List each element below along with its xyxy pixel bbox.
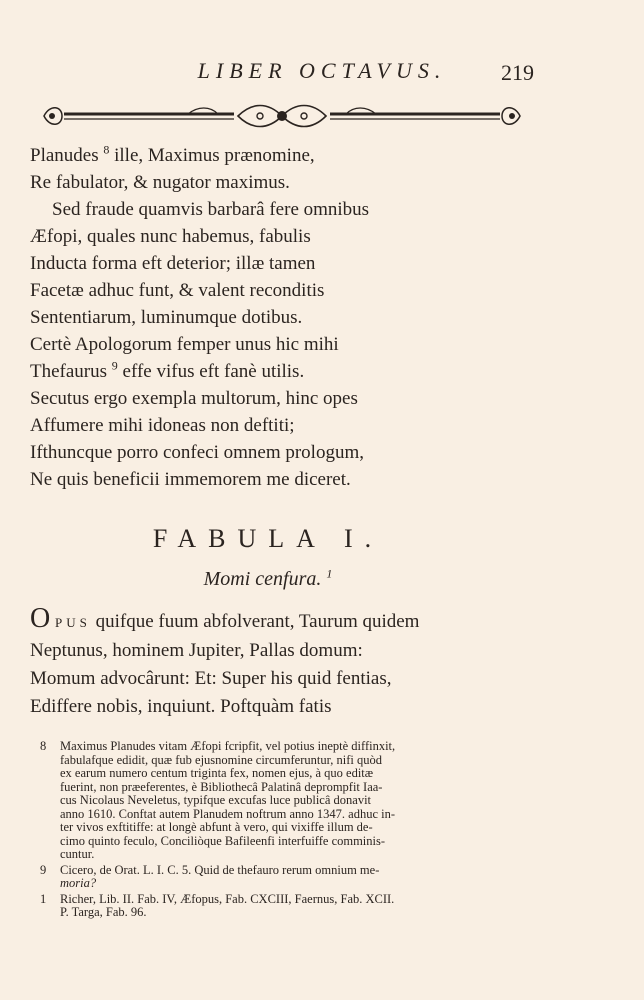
fable-text [30, 603, 550, 721]
prose-line: Neptunus, hominem Jupiter, Pallas domum: [30, 640, 363, 661]
verse-line: Affumere mihi idoneas non deftiti; [30, 415, 295, 436]
footnote-ref[interactable]: 1 [326, 566, 333, 581]
footnote-mark: 9 [40, 862, 47, 877]
verse-line: Æfopi, quales nunc habemus, fabulis [30, 226, 311, 247]
verse-line: Inducta forma eft deterior; illæ tamen [30, 253, 316, 274]
footnote-9: 9 Cicero, de Orat. L. I. C. 5. Quid de thefauro rerum omnium me- moria? [40, 862, 380, 890]
prose-line: O PUS quifque fuum abfolverant, Taurum quidem [30, 603, 420, 634]
footnote-8: 8 Maximus Planudes vitam Æfopi fcripfit, vel potius ineptè diffinxit, fabulafque edidit, quæ fub ejusnomine circumferuntur, nifi quòd ex earum numero centum triginta fex, nomen ejus, à quo editæ fuerint, non præeferentes, è Bibliothecâ Palatinâ deprompfit Iaa- cus Nicolaus Neveletus, typifque excufas luce publicâ donavit anno 1610. Conftat autem Planudem noftrum anno 1347. adhuc in- ter vivos exftitiffe: at longè abfunt à vero, qui vixiffe illum de- cimo quinto feculo, Conciliòque Bafileenfi interfuiffe comminis- cuntur. [40, 739, 396, 861]
footnote-mark: 8 [40, 739, 47, 753]
prose-line: Ediffere nobis, inquiunt. Poftquàm fatis [30, 696, 332, 717]
verse-line: Certè Apologorum femper unus hic mihi [30, 334, 339, 355]
drop-cap: O [30, 603, 51, 634]
fable-subtitle: Momi cenfura. $^1$ [203, 566, 333, 590]
verse-block [30, 142, 550, 493]
verse-line: Planudes $^8$ ille, Maximus prænomine, [30, 142, 315, 166]
page-number: 219 [501, 60, 534, 85]
footnote-ref[interactable]: 8 [103, 142, 110, 157]
verse-line: Ifthuncque porro confeci omnem prologum, [30, 442, 364, 463]
small-caps: PUS [54, 615, 91, 630]
verse-line: Facetæ adhuc funt, & valent reconditis [30, 280, 325, 301]
verse-line: Ne quis beneficii immemorem me diceret. [30, 469, 351, 490]
footnote-ref[interactable]: 9 [111, 358, 118, 373]
prose-line: Momum advocârunt: Et: Super his quid fentias, [30, 668, 392, 689]
verse-line: Sententiarum, luminumque dotibus. [30, 307, 303, 328]
fable-heading: FABULA I. [152, 524, 384, 553]
verse-line: Secutus ergo exempla multorum, hinc opes [30, 388, 358, 409]
verse-line: Thefaurus $^9$ effe vifus eft fanè utilis. [30, 358, 305, 382]
footnote-1: 1 Richer, Lib. II. Fab. IV, Æfopus, Fab. CXCIII, Faernus, Fab. XCII. P. Targa, Fab. 96. [40, 891, 395, 919]
footnotes [40, 740, 540, 922]
floral-ornament-icon [38, 96, 526, 136]
verse-line: Sed fraude quamvis barbarâ fere omnibus [52, 199, 370, 220]
footnote-mark: 1 [40, 891, 47, 906]
running-head [0, 58, 644, 88]
verse-line: Re fabulator, & nugator maximus. [30, 172, 290, 193]
running-title: LIBER OCTAVUS. [197, 58, 447, 83]
